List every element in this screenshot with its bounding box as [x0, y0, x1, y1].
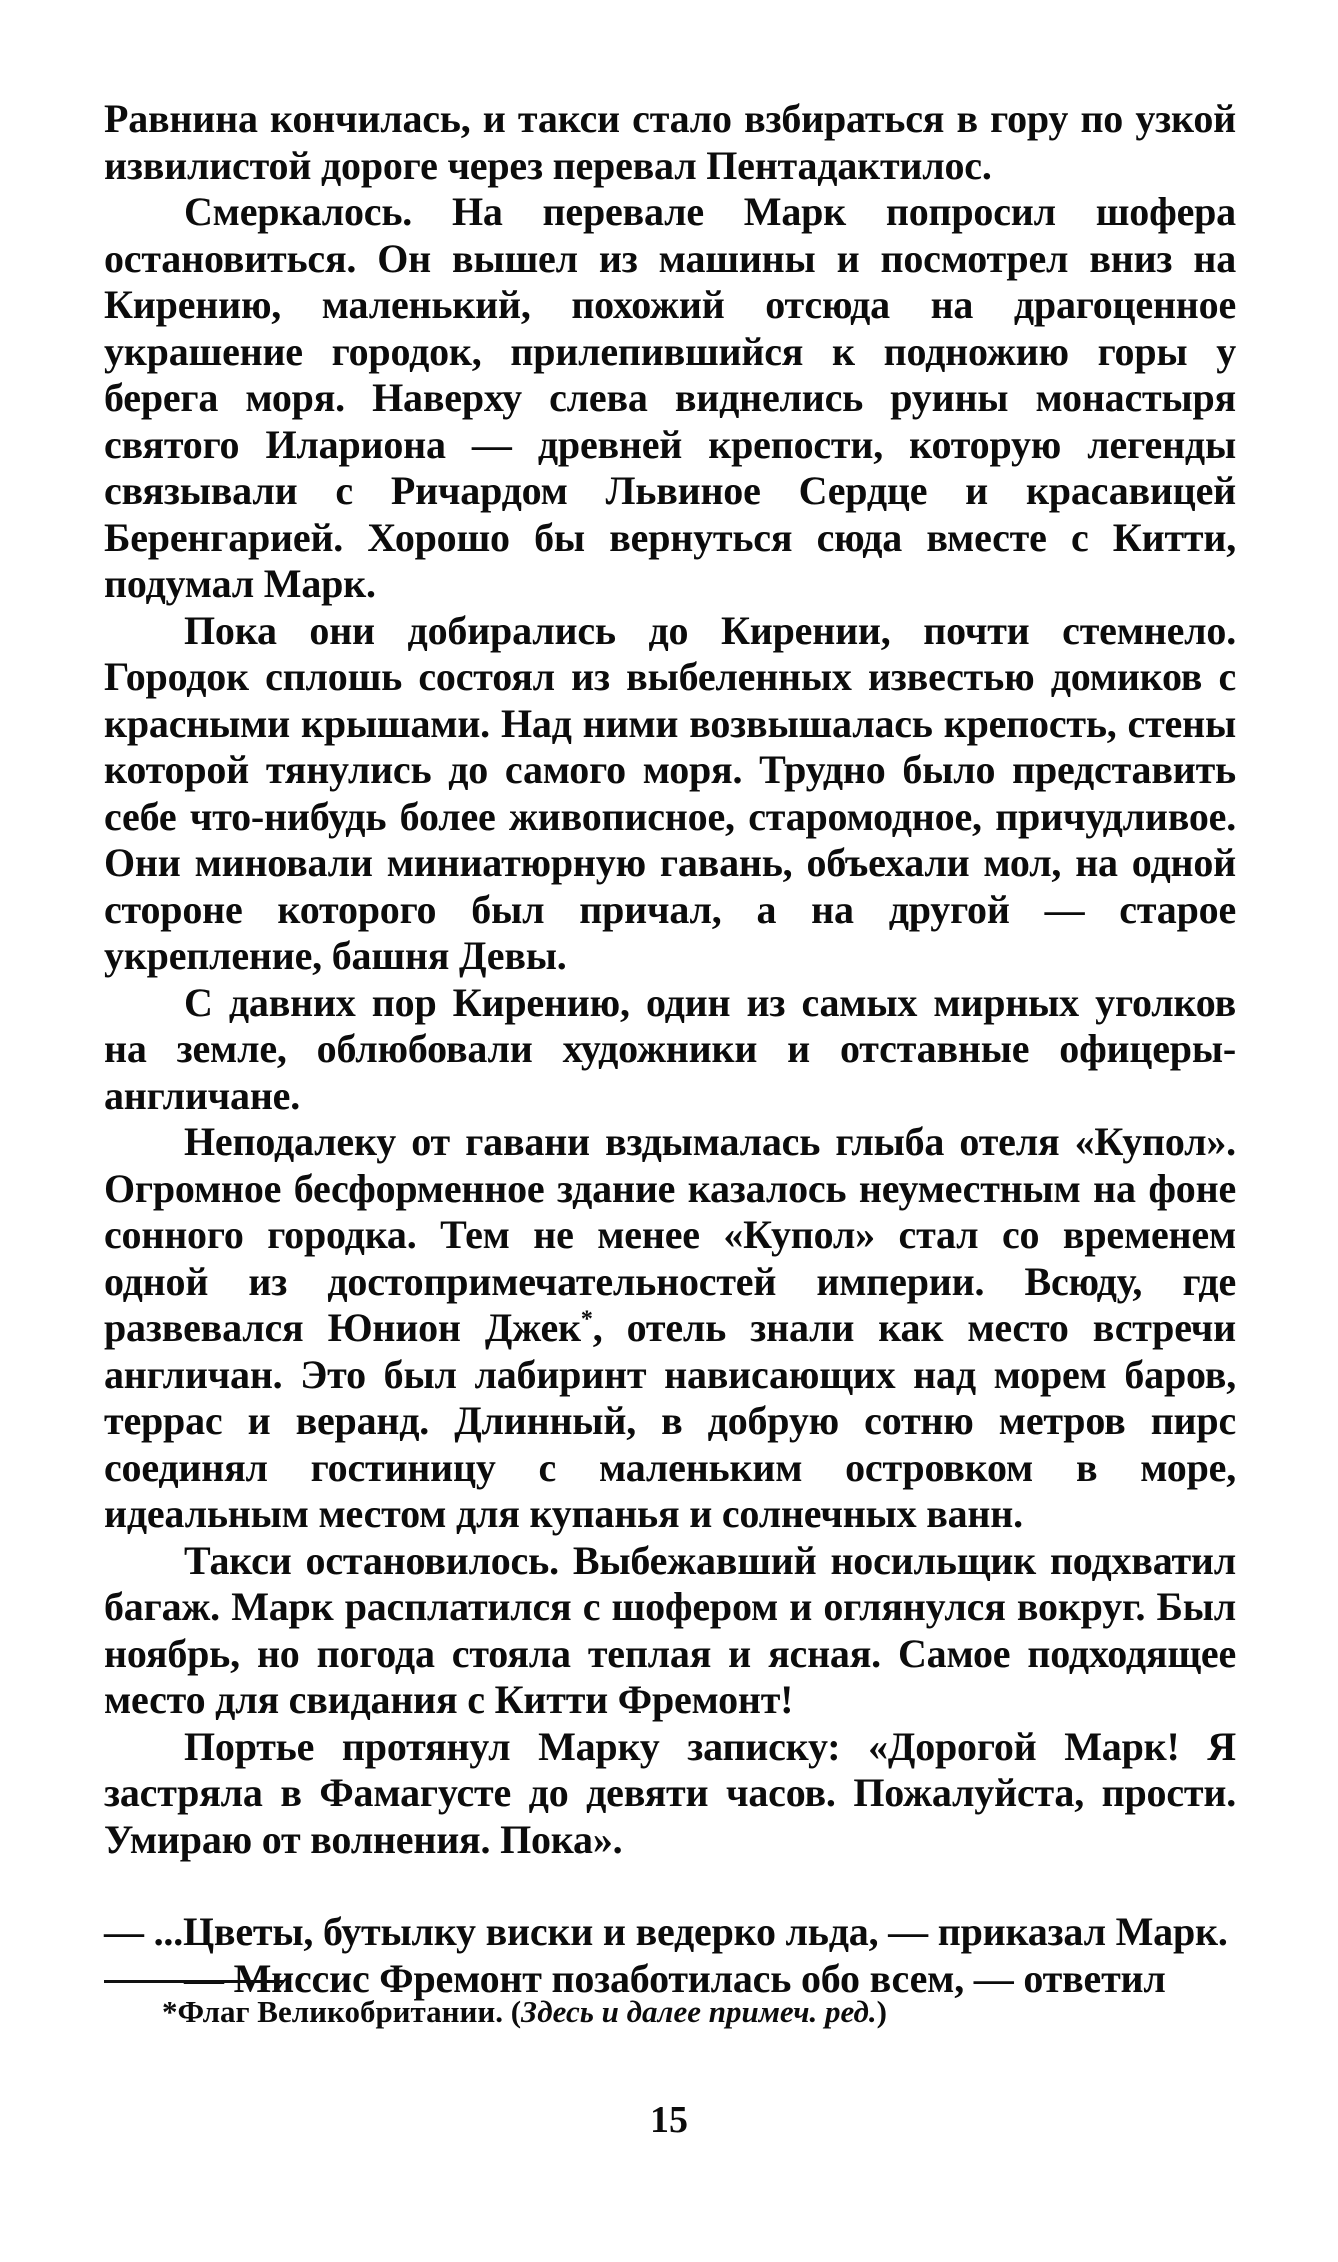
footnote-open-paren: ( — [510, 1994, 522, 2029]
paragraph-5 — [104, 1119, 1236, 1538]
paragraph-5-end: , отель знали как место встречи англичан. Это был лабиринт нависающих над морем баров, террас и веранд. Длинный, в добрую сотню метров пирс соединял гостиницу с маленьким островком в море, идеальным местом для купанья и солнечных ванн. — [104, 1305, 1236, 1536]
dialogue-line-1: — ...Цветы, бутылку виски и ведерко льда, — приказал Марк. — [104, 1909, 1228, 1954]
footnote-close-paren: ) — [876, 1994, 887, 2029]
footnote-ref-marker: * — [580, 1306, 593, 1333]
paragraph-7: Портье протянул Марку записку: «Дорогой Марк! Я застряла в Фамагусте до девяти часов. Пожалуйста, прости. Умираю от волнения. Пока». — [104, 1723, 1236, 1862]
footnote-italic: Здесь и далее примеч. ред. — [521, 1994, 877, 2029]
footnote-marker: * — [162, 1994, 178, 2029]
page-body — [104, 96, 1236, 2002]
footnote-divider — [104, 1980, 284, 1983]
paragraph-2: Смеркалось. На перевале Марк попросил шофера остановиться. Он вышел из машины и посмотрел вниз на Кирению, маленький, похожий отсюда на драгоценное украшение городок, прилепившийся к подножию горы у берега моря. Наверху слева виднелись руины монастыря святого Илариона — древней крепости, которую легенды связывали с Ричардом Львиное Сердце и красавицей Беренгарией. Хорошо бы вернуться сюда вместе с Китти, подумал Марк. — [104, 189, 1236, 606]
paragraph-5-start: Неподалеку от гавани вздымалась глыба отеля «Купол». Огромное бесформенное здание казалось неуместным на фоне сонного городка. Тем не менее «Купол» стал со временем одной из достопримечательностей империи. Всюду, где развевался Юнион Джек — [104, 1119, 1236, 1350]
page-number: 15 — [650, 2099, 688, 2141]
paragraph-4: С давних пор Кирению, один из самых мирных уголков на земле, облюбовали художники и отставные офицеры-англичане. — [104, 979, 1236, 1118]
paragraph-3: Пока они добирались до Кирении, почти стемнело. Городок сплошь состоял из выбеленных известью домиков с красными крышами. Над ними возвышалась крепость, стены которой тянулись до самого моря. Трудно было представить себе что-нибудь более живописное, старомодное, причудливое. Они миновали миниатюрную гавань, объехали мол, на одной стороне которого был причал, а на другой — старое укрепление, башня Девы. — [104, 607, 1236, 978]
dialogue-line-2: — Миссис Фремонт позаботилась обо всем, — ответил — [184, 1955, 1166, 2001]
paragraph-6: Такси остановилось. Выбежавший носильщик подхватил багаж. Марк расплатился с шофером и оглянулся вокруг. Был ноябрь, но погода стояла теплая и ясная. Самое подходящее место для свидания с Китти Фремонт! — [104, 1537, 1236, 1722]
paragraph-1: Равнина кончилась, и такси стало взбираться в гору по узкой извилистой дороге через перевал Пентадактилос. — [104, 96, 1236, 188]
footnote — [162, 1994, 887, 2030]
footnote-text: Флаг Великобритании. — [177, 1994, 503, 2029]
